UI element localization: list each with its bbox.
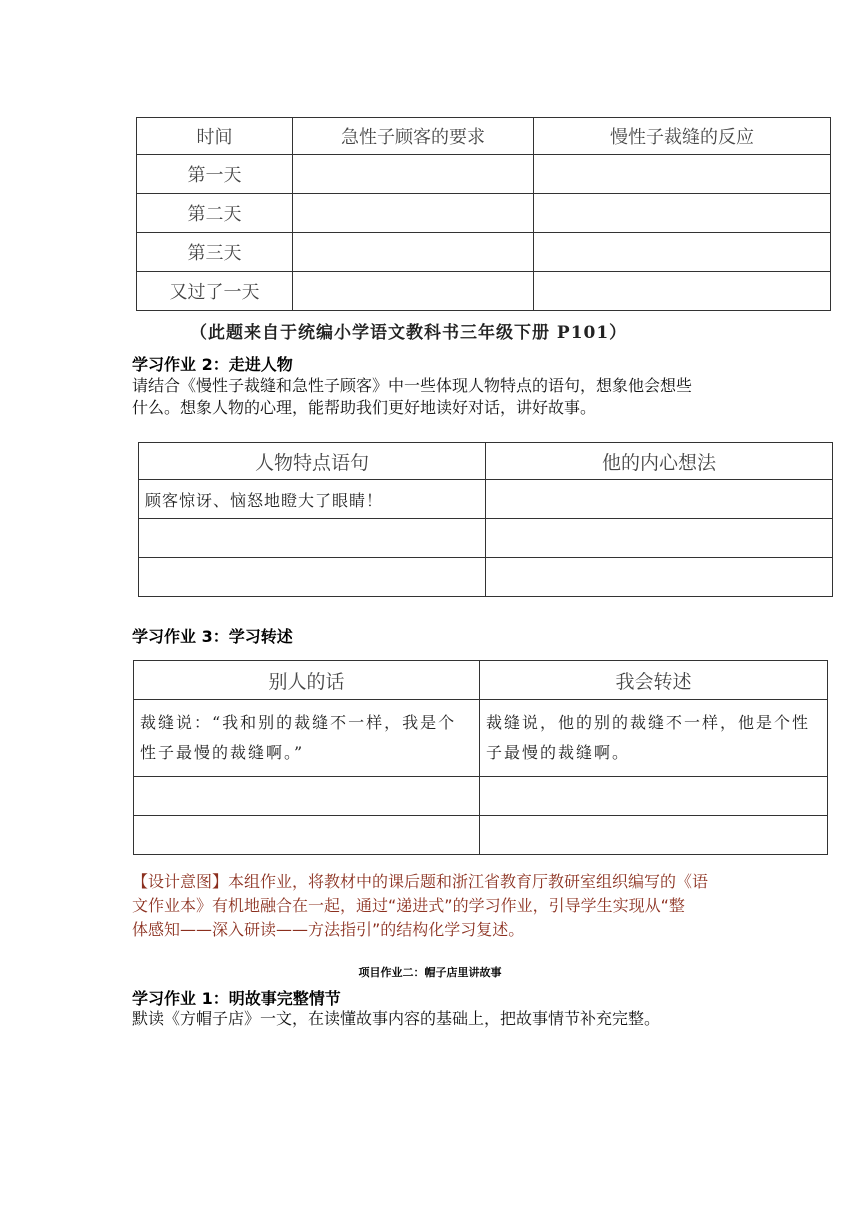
design-note-line2: 文作业本》有机地融合在一起，通过“递进式”的学习作业，引导学生实现从“整 bbox=[132, 896, 685, 915]
table-cell: 裁缝说，他的别的裁缝不一样，他是个性子最慢的裁缝啊。 bbox=[480, 700, 828, 777]
table-cell[interactable] bbox=[134, 777, 480, 816]
table-cell[interactable] bbox=[534, 233, 831, 272]
table-cell[interactable] bbox=[534, 194, 831, 233]
table-cell[interactable] bbox=[139, 558, 486, 597]
table-row bbox=[139, 558, 833, 597]
character-table bbox=[138, 442, 833, 597]
project2-text: 默读《方帽子店》一文，在读懂故事内容的基础上，把故事情节补充完整。 bbox=[132, 1009, 661, 1028]
table-row bbox=[137, 272, 831, 311]
timeline-table bbox=[136, 117, 831, 311]
table-row bbox=[137, 194, 831, 233]
table-header-cell: 急性子顾客的要求 bbox=[293, 118, 534, 155]
table-cell: 第一天 bbox=[137, 155, 293, 194]
table-cell[interactable] bbox=[139, 519, 486, 558]
table-cell: 裁缝说：“我和别的裁缝不一样，我是个性子最慢的裁缝啊。” bbox=[134, 700, 480, 777]
table-cell[interactable] bbox=[486, 480, 833, 519]
source-note: （此题来自于统编小学语文教科书三年级下册 P101） bbox=[190, 323, 628, 343]
table-header-cell: 他的内心想法 bbox=[486, 443, 833, 480]
design-note-line3: 体感知——深入研读——方法指引”的结构化学习复述。 bbox=[132, 920, 525, 939]
table-cell: 第二天 bbox=[137, 194, 293, 233]
table-cell[interactable] bbox=[293, 272, 534, 311]
table-row bbox=[139, 519, 833, 558]
table-row bbox=[134, 816, 828, 855]
table-cell[interactable] bbox=[480, 816, 828, 855]
table-cell[interactable] bbox=[534, 155, 831, 194]
table-header-cell: 别人的话 bbox=[134, 661, 480, 700]
table-cell[interactable] bbox=[486, 558, 833, 597]
table-header-row bbox=[137, 118, 831, 155]
task3-heading: 学习作业 3：学习转述 bbox=[132, 627, 293, 646]
table-cell[interactable] bbox=[480, 777, 828, 816]
table-header-cell: 时间 bbox=[137, 118, 293, 155]
table-cell[interactable] bbox=[293, 194, 534, 233]
project2-heading: 学习作业 1：明故事完整情节 bbox=[132, 989, 341, 1008]
table-header-cell: 我会转述 bbox=[480, 661, 828, 700]
table-header-row bbox=[134, 661, 828, 700]
table-row bbox=[137, 233, 831, 272]
table-cell[interactable] bbox=[534, 272, 831, 311]
table-header-cell: 慢性子裁缝的反应 bbox=[534, 118, 831, 155]
retell-table bbox=[133, 660, 828, 855]
table-row bbox=[134, 700, 828, 777]
table-cell: 又过了一天 bbox=[137, 272, 293, 311]
table-cell[interactable] bbox=[293, 155, 534, 194]
table-cell: 第三天 bbox=[137, 233, 293, 272]
project2-title: 项目作业二：帽子店里讲故事 bbox=[358, 966, 502, 979]
table-cell[interactable] bbox=[293, 233, 534, 272]
table-cell[interactable] bbox=[134, 816, 480, 855]
table-row bbox=[137, 155, 831, 194]
table-cell: 顾客惊讶、恼怒地瞪大了眼睛！ bbox=[139, 480, 486, 519]
table-cell[interactable] bbox=[486, 519, 833, 558]
task2-line1: 请结合《慢性子裁缝和急性子顾客》中一些体现人物特点的语句，想象他会想些 bbox=[132, 376, 693, 395]
table-row bbox=[139, 480, 833, 519]
table-header-row bbox=[139, 443, 833, 480]
table-header-cell: 人物特点语句 bbox=[139, 443, 486, 480]
task2-heading: 学习作业 2：走进人物 bbox=[132, 355, 293, 374]
design-note-line1: 【设计意图】本组作业，将教材中的课后题和浙江省教育厅教研室组织编写的《语 bbox=[132, 872, 709, 891]
table-row bbox=[134, 777, 828, 816]
task2-line2: 什么。想象人物的心理，能帮助我们更好地读好对话，讲好故事。 bbox=[132, 398, 597, 417]
